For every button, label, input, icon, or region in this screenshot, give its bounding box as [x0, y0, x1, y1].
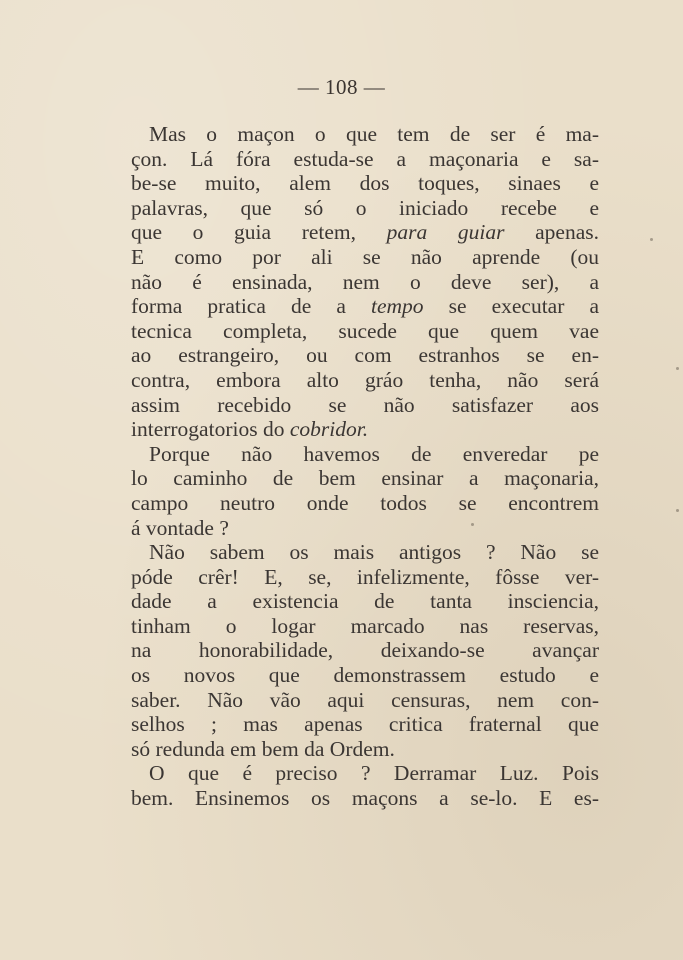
text-line: tinham o logar marcado nas reservas, [131, 613, 599, 638]
text-line: Mas o maçon o que tem de ser é ma- [149, 122, 599, 146]
text-line: dade a existencia de tanta insciencia, [131, 589, 599, 614]
text-line: tecnica completa, sucede que quem vae [131, 318, 599, 343]
page-number: — 108 — [297, 75, 386, 99]
text-line: não é ensinada, nem o deve ser), a [131, 269, 599, 294]
text-line: á vontade ? [131, 515, 229, 540]
text-line: saber. Não vão aqui censuras, nem con- [131, 687, 599, 712]
text-line: be-se muito, alem dos toques, sinaes e [131, 171, 599, 196]
text-line: que o guia retem, para guiar apenas. [131, 220, 599, 245]
paper-speck [650, 238, 653, 241]
text-line: os novos que demonstrassem estudo e [131, 663, 599, 688]
text-line: selhos ; mas apenas critica fraternal que [131, 712, 599, 737]
paper-speck [471, 523, 474, 526]
text-line: palavras, que só o iniciado recebe e [131, 195, 599, 220]
text-line: çon. Lá fóra estuda-se a maçonaria e sa- [131, 146, 599, 171]
text-line: póde crêr! E, se, infelizmente, fôsse ver- [131, 564, 599, 589]
text-line: contra, embora alto gráo tenha, não será [131, 367, 599, 392]
text-line: campo neutro onde todos se encontrem [131, 490, 599, 515]
text-line: lo caminho de bem ensinar a maçonaria, [131, 466, 599, 491]
text-line: Não sabem os mais antigos ? Não se [149, 540, 599, 565]
body-text [131, 122, 599, 811]
text-line: Porque não havemos de enveredar pe [149, 441, 599, 466]
text-line: na honorabilidade, deixando-se avançar [131, 638, 599, 663]
paper-speck [676, 509, 679, 512]
text-line: O que é preciso ? Derramar Luz. Pois [149, 761, 599, 786]
paper-speck [676, 367, 679, 370]
text-line: interrogatorios do cobridor. [131, 417, 369, 442]
text-line: forma pratica de a tempo se executar a [131, 294, 599, 319]
text-line: E como por ali se não aprende (ou [131, 244, 599, 269]
text-line: só redunda em bem da Ordem. [131, 736, 395, 761]
text-line: assim recebido se não satisfazer aos [131, 392, 599, 417]
text-line: bem. Ensinemos os maçons a se-lo. E es- [131, 786, 599, 811]
text-line: ao estrangeiro, ou com estranhos se en- [131, 343, 599, 368]
